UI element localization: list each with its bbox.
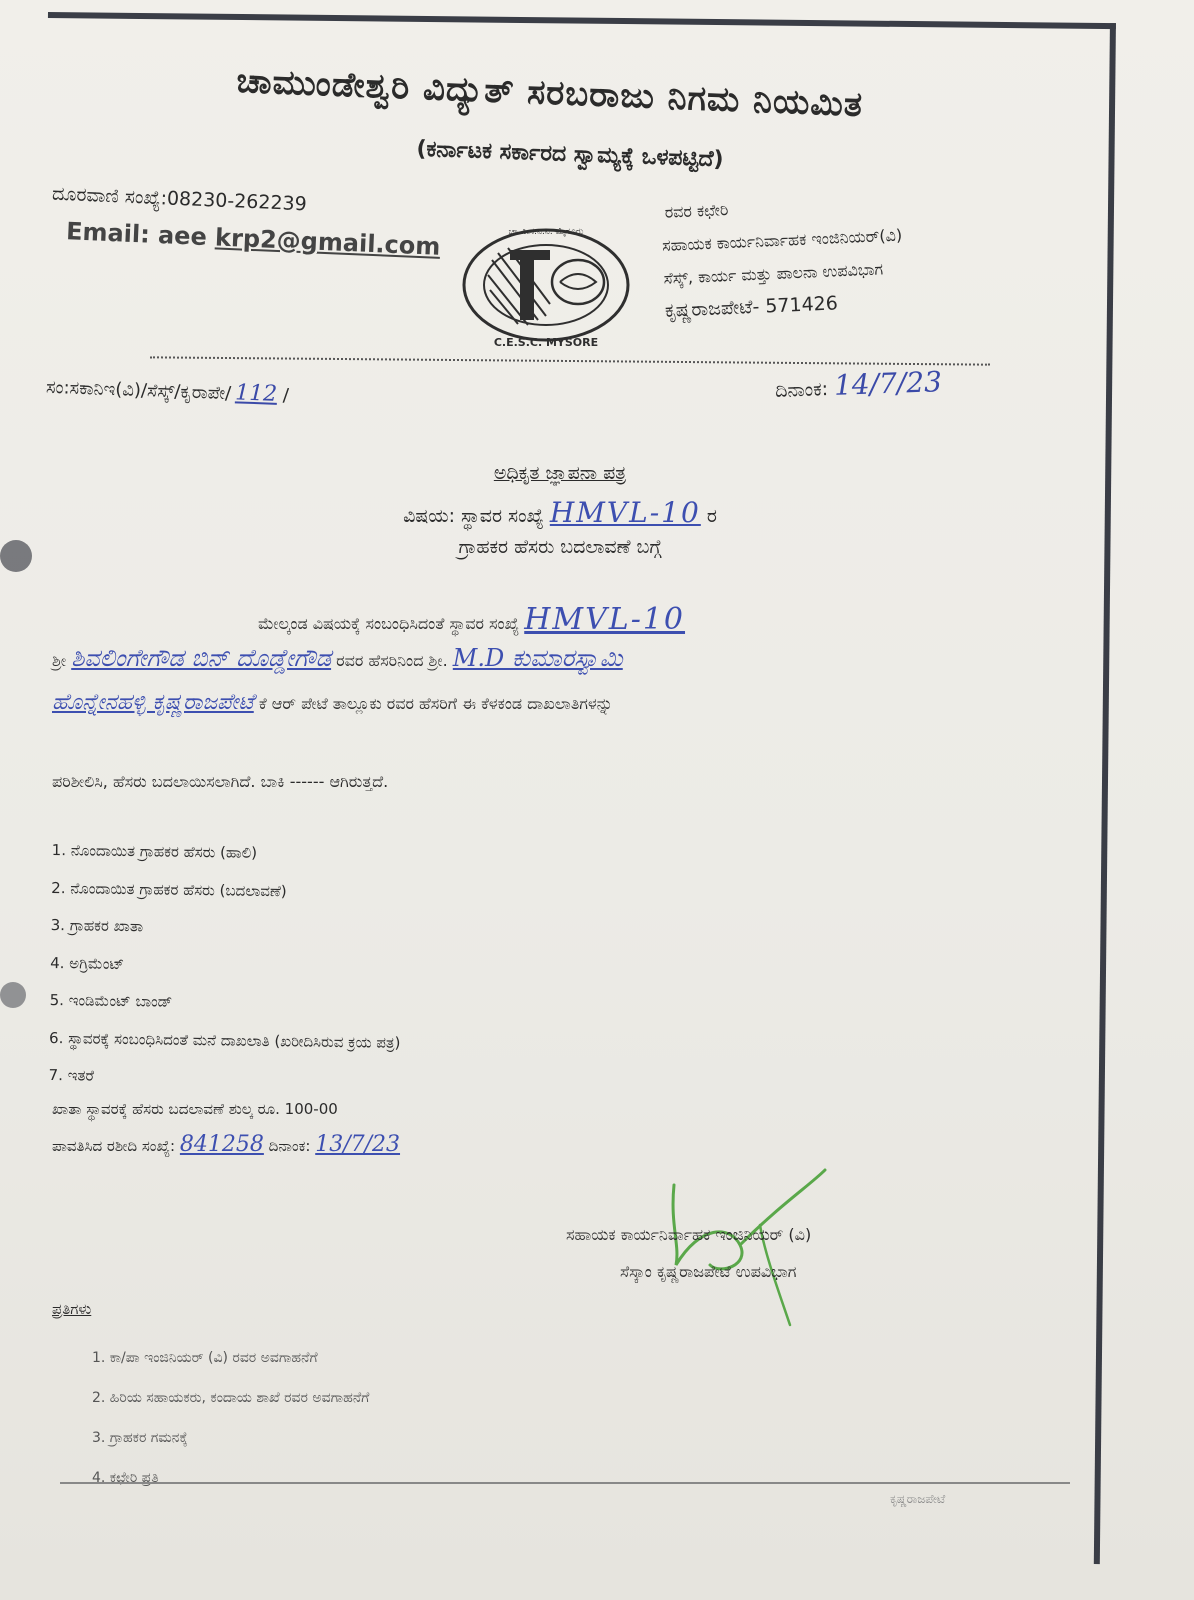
- new-consumer-name: M.D ಕುಮಾರಸ್ವಾಮಿ: [452, 644, 623, 672]
- govt-note: (ಕರ್ನಾಟಕ ಸರ್ಕಾರದ ಸ್ವಾಮ್ಯಕ್ಕೆ ಒಳಪಟ್ಟಿದೆ): [415, 136, 725, 173]
- list-item: 3. ಗ್ರಾಹಕರ ಗಮನಕ್ಕೆ: [92, 1430, 188, 1446]
- body-text: ಮೇಲ್ಕಂಡ ವಿಷಯಕ್ಕೆ ಸಂಬಂಧಿಸಿದಂತೆ ಸ್ಥಾವರ ಸಂಖ್ಯೆ: [258, 614, 520, 633]
- signatory-office: ಸೆಸ್ಕಾಂ ಕೃಷ್ಣರಾಜಪೇಟೆ ಉಪವಿಭಾಗ: [620, 1262, 797, 1281]
- signatory-designation: ಸಹಾಯಕ ಕಾರ್ಯನಿರ್ವಾಹಕ ಇಂಜಿನಿಯರ್ (ವಿ): [566, 1225, 812, 1244]
- fee-line: ಖಾತಾ ಸ್ಥಾವರಕ್ಕೆ ಹೆಸರು ಬದಲಾವಣೆ ಶುಲ್ಕ ರೂ. 100-00: [52, 1100, 338, 1118]
- org-name: ಚಾಮುಂಡೇಶ್ವರಿ ವಿದ್ಯುತ್ ಸರಬರಾಜು ನಿಗಮ ನಿಯಮಿತ: [235, 60, 864, 125]
- office-address: [660, 178, 1085, 328]
- receipt-number: 841258: [179, 1132, 264, 1157]
- list-item: 3. ಗ್ರಾಹಕರ ಖಾತಾ: [50, 915, 144, 936]
- receipt-date-label: ದಿನಾಂಕ:: [268, 1137, 311, 1155]
- body-text: ರವರ ಹೆಸರಿನಿಂದ ಶ್ರೀ.: [336, 651, 448, 670]
- reference-value: 112: [234, 380, 278, 407]
- reference-label: ಸಂ:ಸಕಾನಿಇ(ವಿ)/ಸೆಸ್ಕ್/ಕೃರಾಪೇ/: [45, 376, 232, 405]
- body-line: [52, 644, 1132, 672]
- list-item: 4. ಅಗ್ರಿಮೆಂಟ್: [50, 953, 125, 973]
- punch-hole: [0, 540, 32, 572]
- body-text: ಶ್ರೀ: [52, 651, 67, 670]
- phone-number: ದೂರವಾಣಿ ಸಂಖ್ಯೆ:08230-262239: [51, 182, 308, 216]
- list-item: 1. ಕಾ/ಪಾ ಇಂಜಿನಿಯರ್ (ವಿ) ರವರ ಅವಗಾಹನೆಗೆ: [92, 1350, 318, 1366]
- office-line: ಸೆಸ್ಕ್, ಕಾರ್ಯ ಮತ್ತು ಪಾಲನಾ ಉಪವಿಭಾಗ: [663, 259, 884, 288]
- old-consumer-name: ಶಿವಲಿಂಗೇಗೌಡ ಬಿನ್ ದೊಡ್ಡೇಗೌಡ: [71, 644, 332, 672]
- list-item: 2. ನೊಂದಾಯಿತ ಗ್ರಾಹಕರ ಹೆಸರು (ಬದಲಾವಣೆ): [51, 878, 287, 900]
- footer-text: ಕೃಷ್ಣರಾಜಪೇಟೆ: [890, 1492, 946, 1506]
- office-line: ಕೃಷ್ಣರಾಜಪೇಟೆ- 571426: [664, 292, 839, 322]
- logo-bottom-text: C.E.S.C. MYSORE: [493, 336, 599, 349]
- office-line: ರವರ ಕಛೇರಿ: [664, 200, 729, 222]
- documents-list: [48, 832, 403, 1099]
- office-line: ಸಹಾಯಕ ಕಾರ್ಯನಿರ್ವಾಹಕ ಇಂಜಿನಿಯರ್(ವಿ): [661, 225, 903, 255]
- installation-number-hw: HMVL-10: [524, 602, 686, 637]
- receipt-date: 13/7/23: [315, 1132, 401, 1157]
- logo-top-text: ಚಾ.ವಿ.ಸ.ನಿ.ನಿ. ಮೈಸೂರು: [508, 227, 584, 237]
- list-item: 6. ಸ್ಥಾವರಕ್ಕೆ ಸಂಬಂಧಿಸಿದಂತೆ ಮನೆ ದಾಖಲಾತಿ (ಖರೀದಿಸಿರುವ ಕ್ರಯ ಪತ್ರ): [49, 1028, 401, 1052]
- list-item: 5. ಇಂಡಿಮೆಂಟ್ ಬಾಂಡ್: [49, 990, 173, 1011]
- date-value: 14/7/23: [833, 365, 943, 402]
- punch-hole: [0, 982, 26, 1008]
- body-line: ಪರಿಶೀಲಿಸಿ, ಹೆಸರು ಬದಲಾಯಿಸಲಾಗಿದೆ. ಬಾಕಿ ------ ಆಗಿರುತ್ತದೆ.: [52, 772, 389, 791]
- copies-list: [92, 1338, 369, 1498]
- subject-label: ವಿಷಯ: ಸ್ಥಾವರ ಸಂಖ್ಯೆ: [403, 505, 544, 527]
- reference-number: ಸಂ:ಸಕಾನಿಇ(ವಿ)/ಸೆಸ್ಕ್/ಕೃರಾಪೇ/ 112 /: [45, 376, 290, 407]
- email-value: krp2@gmail.com: [214, 223, 441, 261]
- body-line: [52, 690, 1132, 715]
- copies-title: ಪ್ರತಿಗಳು: [52, 1300, 92, 1318]
- subject-line: [300, 496, 820, 529]
- body-line: [258, 602, 685, 637]
- receipt-line: [52, 1132, 400, 1157]
- subject-suffix: ರ: [706, 505, 717, 527]
- installation-number: HMVL-10: [549, 496, 701, 529]
- signature-icon: [640, 1165, 830, 1335]
- receipt-label: ಪಾವತಿಸಿದ ರಶೀದಿ ಸಂಖ್ಯೆ:: [52, 1137, 176, 1155]
- cesc-logo-icon: [458, 220, 634, 350]
- list-item: 1. ನೊಂದಾಯಿತ ಗ್ರಾಹಕರ ಹೆಸರು (ಹಾಲಿ): [51, 840, 258, 862]
- subject-line-2: ಗ್ರಾಹಕರ ಹೆಸರು ಬದಲಾವಣೆ ಬಗ್ಗೆ: [458, 536, 662, 558]
- date-label: ದಿನಾಂಕ:: [774, 378, 829, 402]
- list-item: 4. ಕಛೇರಿ ಪ್ರತಿ: [92, 1470, 159, 1486]
- email-label: Email: aee: [65, 217, 216, 252]
- list-item: 2. ಹಿರಿಯ ಸಹಾಯಕರು, ಕಂದಾಯ ಶಾಖೆ ರವರ ಅವಗಾಹನೆಗೆ: [92, 1390, 370, 1406]
- consumer-address: ಹೊನ್ನೇನಹಳ್ಳಿ ಕೃಷ್ಣರಾಜಪೇಟೆ: [52, 690, 254, 715]
- body-text: ಕೆ ಆರ್ ಪೇಟೆ ತಾಲ್ಲೂಕು ರವರ ಹೆಸರಿಗೆ ಈ ಕೆಳಕಂಡ ದಾಖಲಾತಿಗಳನ್ನು: [258, 694, 613, 713]
- page-footer: [60, 1482, 1070, 1507]
- issue-date: [774, 365, 942, 404]
- memo-title: ಅಧಿಕೃತ ಜ್ಞಾಪನಾ ಪತ್ರ: [493, 462, 627, 484]
- list-item: 7. ಇತರೆ: [48, 1065, 95, 1085]
